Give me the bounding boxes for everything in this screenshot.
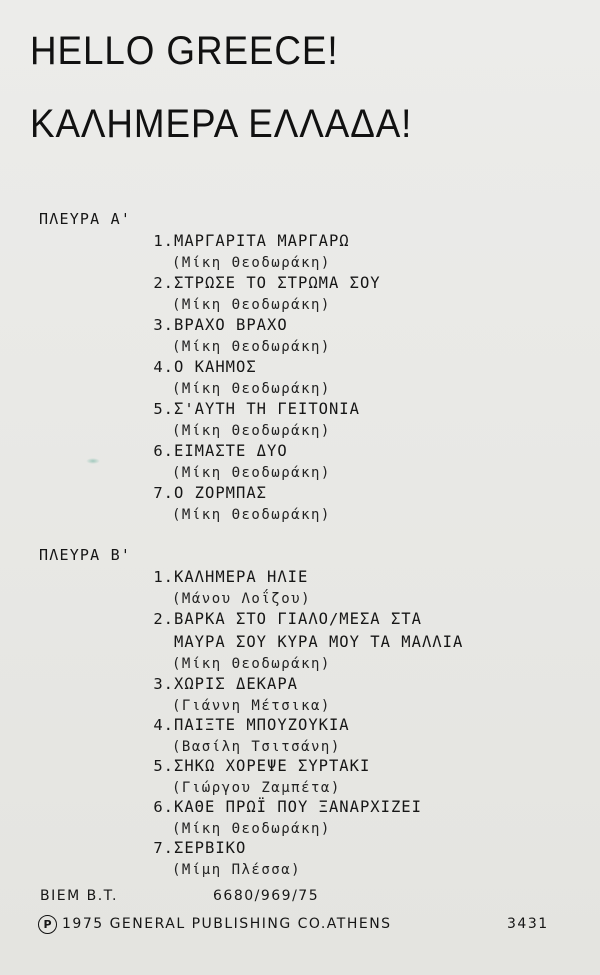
ink-smudge <box>86 458 100 464</box>
track-title-continuation: ΜΑΥΡΑ ΣΟΥ ΚΥΡΑ ΜΟΥ ΤΑ ΜΑΛΛΙΑ <box>174 633 464 651</box>
track-composer: (Μίμη Πλέσσα) <box>172 862 302 878</box>
track-number: 1. <box>153 568 174 586</box>
track-number: 2. <box>153 274 174 292</box>
side-a-label: ΠΛΕΥΡΑ Α' <box>39 210 132 228</box>
track-composer: (Γιώργου Ζαμπέτα) <box>172 780 341 796</box>
track-composer: (Μίκη Θεοδωράκη) <box>172 821 331 837</box>
track-number: 2. <box>153 610 174 628</box>
track-a3 <box>148 316 288 334</box>
track-title: ΕΙΜΑΣΤΕ ΔΥΟ <box>174 442 288 460</box>
track-number: 4. <box>153 716 174 734</box>
track-composer: (Γιάννη Μέτσικα) <box>172 698 331 714</box>
track-title: ΜΑΡΓΑΡΙΤΑ ΜΑΡΓΑΡΩ <box>174 232 350 250</box>
title-greek: ΚΑΛΗΜΕΡΑ ΕΛΛΑΔΑ! <box>30 102 413 146</box>
track-b2 <box>148 610 422 628</box>
track-number: 1. <box>153 232 174 250</box>
track-composer: (Μίκη Θεοδωράκη) <box>172 423 331 439</box>
track-a4 <box>148 358 257 376</box>
track-title: Ο ΚΑΗΜΟΣ <box>174 358 257 376</box>
track-title: Ο ΖΟΡΜΠΑΣ <box>174 484 267 502</box>
title-english: HELLO GREECE! <box>30 29 339 73</box>
track-number: 6. <box>153 798 174 816</box>
track-b6 <box>148 798 422 816</box>
biem-label: BIEM B.T. <box>40 888 119 904</box>
track-number: 4. <box>153 358 174 376</box>
track-title: ΧΩΡΙΣ ΔΕΚΑΡΑ <box>174 675 298 693</box>
track-number: 6. <box>153 442 174 460</box>
track-composer: (Βασίλη Τσιτσάνη) <box>172 739 341 755</box>
track-b4 <box>148 716 350 734</box>
track-a7 <box>148 484 267 502</box>
track-number: 3. <box>153 316 174 334</box>
track-composer: (Μίκη Θεοδωράκη) <box>172 381 331 397</box>
track-b7 <box>148 839 246 857</box>
track-title: ΣΕΡΒΙΚΟ <box>174 839 247 857</box>
track-composer: (Μίκη Θεοδωράκη) <box>172 656 331 672</box>
track-b1 <box>148 568 308 586</box>
track-a2 <box>148 274 381 292</box>
side-b-label: ΠΛΕΥΡΑ Β' <box>39 546 132 564</box>
track-number: 7. <box>153 484 174 502</box>
copyright-line: 1975 GENERAL PUBLISHING CO.ATHENS <box>62 916 392 932</box>
track-number: 3. <box>153 675 174 693</box>
phonogram-copyright-icon: P <box>38 915 57 934</box>
track-title: ΠΑΙΞΤΕ ΜΠΟΥΖΟΥΚΙΑ <box>174 716 350 734</box>
track-composer: (Μίκη Θεοδωράκη) <box>172 339 331 355</box>
track-a1 <box>148 232 350 250</box>
track-title: ΣΤΡΩΣΕ ΤΟ ΣΤΡΩΜΑ ΣΟΥ <box>174 274 381 292</box>
track-title: Σ'ΑΥΤΗ ΤΗ ΓΕΙΤΟΝΙΑ <box>174 400 360 418</box>
track-composer: (Μάνου Λοΐζου) <box>172 591 312 607</box>
track-number: 5. <box>153 400 174 418</box>
track-a5 <box>148 400 360 418</box>
product-code: 3431 <box>507 916 549 932</box>
track-title: ΒΡΑΧΟ ΒΡΑΧΟ <box>174 316 288 334</box>
track-number: 5. <box>153 757 174 775</box>
track-composer: (Μίκη Θεοδωράκη) <box>172 255 331 271</box>
track-a6 <box>148 442 288 460</box>
track-composer: (Μίκη Θεοδωράκη) <box>172 507 331 523</box>
track-title: ΣΗΚΩ ΧΟΡΕΨΕ ΣΥΡΤΑΚΙ <box>174 757 371 775</box>
track-title: ΚΑΘΕ ΠΡΩΪ ΠΟΥ ΞΑΝΑΡΧΙΖΕΙ <box>174 798 422 816</box>
track-b5 <box>148 757 370 775</box>
track-number: 7. <box>153 839 174 857</box>
track-title: ΒΑΡΚΑ ΣΤΟ ΓΙΑΛΟ/ΜΕΣΑ ΣΤΑ <box>174 610 422 628</box>
track-composer: (Μίκη Θεοδωράκη) <box>172 465 331 481</box>
catalog-number: 6680/969/75 <box>213 888 320 904</box>
track-composer: (Μίκη Θεοδωράκη) <box>172 297 331 313</box>
track-b3 <box>148 675 298 693</box>
track-title: ΚΑΛΗΜΕΡΑ ΗΛΙΕ <box>174 568 309 586</box>
